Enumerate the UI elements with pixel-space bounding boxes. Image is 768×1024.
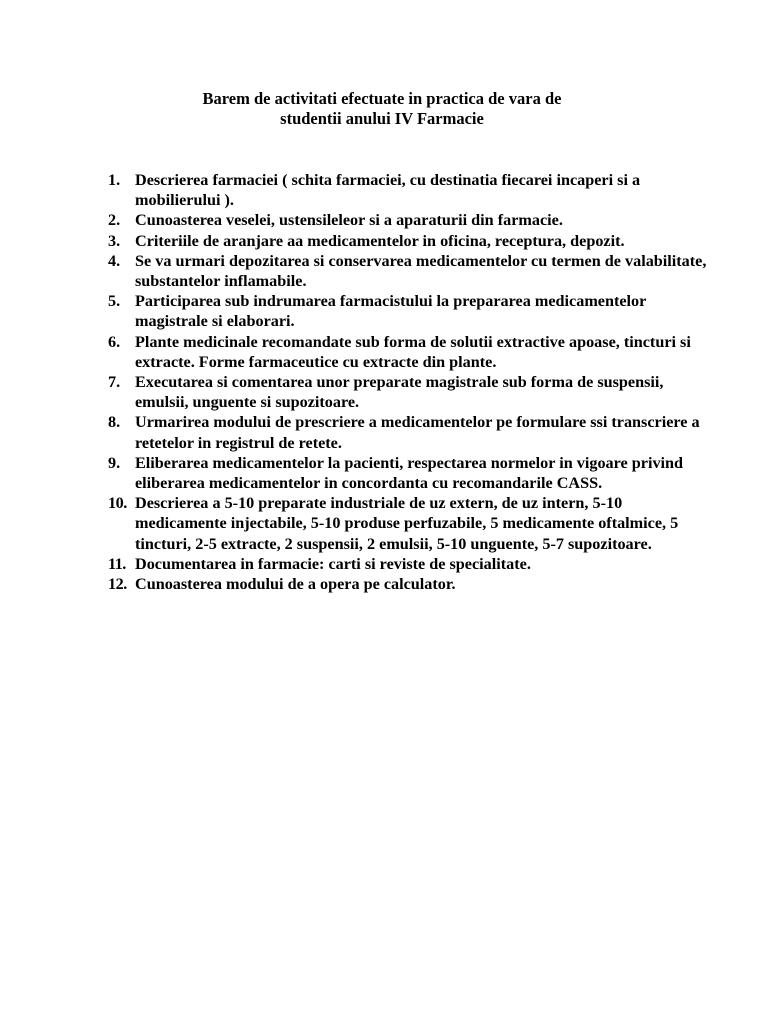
item-number: 3. — [108, 231, 121, 250]
item-number: 2. — [108, 211, 121, 230]
list-item — [108, 412, 708, 452]
item-number: 4. — [108, 251, 121, 270]
item-number: 1. — [108, 171, 121, 189]
item-text: Participarea sub indrumarea farmacistului la prepararea medicamentelor magistrale si elaborari. — [135, 292, 647, 331]
item-text: Criteriile de aranjare aa medicamentelor in oficina, receptura, depozit. — [135, 231, 625, 250]
document-title — [0, 89, 768, 129]
item-text: Descrierea farmaciei ( schita farmaciei, cu destinatia fiecarei incaperi si a mobilierului ). — [135, 171, 641, 210]
item-number: 5. — [108, 292, 121, 311]
item-text: Urmarirea modului de prescriere a medicamentelor pe formulare ssi transcriere a retetelor in registrul de retete. — [135, 413, 700, 452]
item-number: 12. — [108, 575, 127, 594]
item-text: Cunoasterea veselei, ustensileleor si a aparaturii din farmacie. — [135, 211, 563, 230]
item-number: 11. — [108, 554, 126, 573]
item-text: Descrierea a 5-10 preparate industriale de uz extern, de uz intern, 5-10 medicamente injectabile, 5-10 produse perfuzabile, 5 medicamente oftalmice, 5 tincturi, 2-5 extracte, 2 suspensii, 2 emulsii, 5-10 unguente, 5-7 supozitoare. — [135, 494, 679, 553]
list-item — [108, 554, 708, 574]
item-number: 9. — [108, 453, 121, 472]
list-item — [108, 372, 708, 412]
list-item — [108, 332, 708, 372]
activity-list — [108, 170, 708, 594]
item-text: Executarea si comentarea unor preparate magistrale sub forma de suspensii, emulsii, unguente si supozitoare. — [135, 373, 664, 412]
item-text: Plante medicinale recomandate sub forma de solutii extractive apoase, tincturi si extracte. Forme farmaceutice cu extracte din plante. — [135, 332, 691, 371]
item-text: Eliberarea medicamentelor la pacienti, respectarea normelor in vigoare privind eliberarea medicamentelor in concordanta cu recomandarile CASS. — [135, 453, 684, 493]
list-item — [108, 170, 708, 210]
item-number: 10. — [108, 494, 127, 513]
item-number: 7. — [108, 373, 121, 392]
list-item — [108, 231, 708, 251]
item-text: Se va urmari depozitarea si conservarea medicamentelor cu termen de valabilitate, substantelor inflamabile. — [135, 251, 707, 291]
list-item — [108, 574, 708, 594]
list-item — [108, 453, 708, 493]
list-item — [108, 210, 708, 230]
item-number: 6. — [108, 332, 121, 351]
title-line-2: studentii anului IV Farmacie — [280, 109, 484, 128]
item-text: Documentarea in farmacie: carti si reviste de specialitate. — [135, 554, 531, 573]
list-item — [108, 251, 708, 291]
item-number: 8. — [108, 413, 121, 432]
item-text: Cunoasterea modului de a opera pe calculator. — [135, 575, 456, 594]
list-item — [108, 493, 708, 554]
title-line-1: Barem de activitati efectuate in practica de vara de — [202, 89, 562, 108]
list-item — [108, 291, 708, 331]
